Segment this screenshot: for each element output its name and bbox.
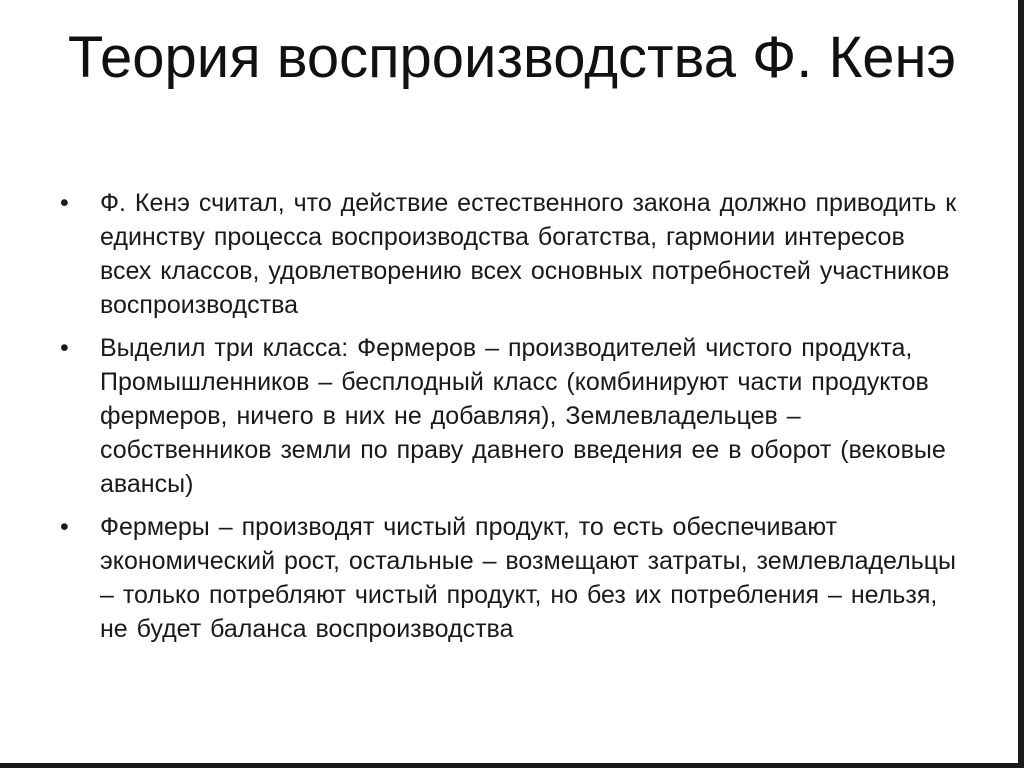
bullet-item (60, 510, 960, 646)
bullet-text: Ф. Кенэ считал, что действие естественного закона должно приводить к единству процесса воспроизводства богатства, гармонии интересов всех классов, удовлетворению всех основных потребностей участников воспроизводства (100, 189, 957, 319)
bullet-dot-icon (60, 331, 80, 365)
bullet-text: Выделил три класса: Фермеров – производителей чистого продукта, Промышленников – бесплодный класс (комбинируют части продуктов фермеров, ничего в них не добавляя), Землевладельцев – собственников земли по праву давнего введения ее в оборот (вековые авансы) (100, 334, 946, 498)
bullet-text: Фермеры – производят чистый продукт, то есть обеспечивают экономический рост, остальные – возмещают затраты, землевладельцы – только потребляют чистый продукт, но без их потребления – нельзя, не будет баланса воспроизводства (100, 513, 957, 643)
bullet-dot-icon (60, 186, 80, 220)
bullet-dot-icon (60, 510, 80, 544)
bullet-item (60, 186, 960, 322)
slide-title: Теория воспроизводства Ф. Кенэ (67, 25, 957, 90)
bullet-list (60, 186, 960, 655)
slide-border-bottom (0, 763, 1024, 768)
slide-border-right (1018, 0, 1024, 768)
bullet-item (60, 331, 960, 501)
